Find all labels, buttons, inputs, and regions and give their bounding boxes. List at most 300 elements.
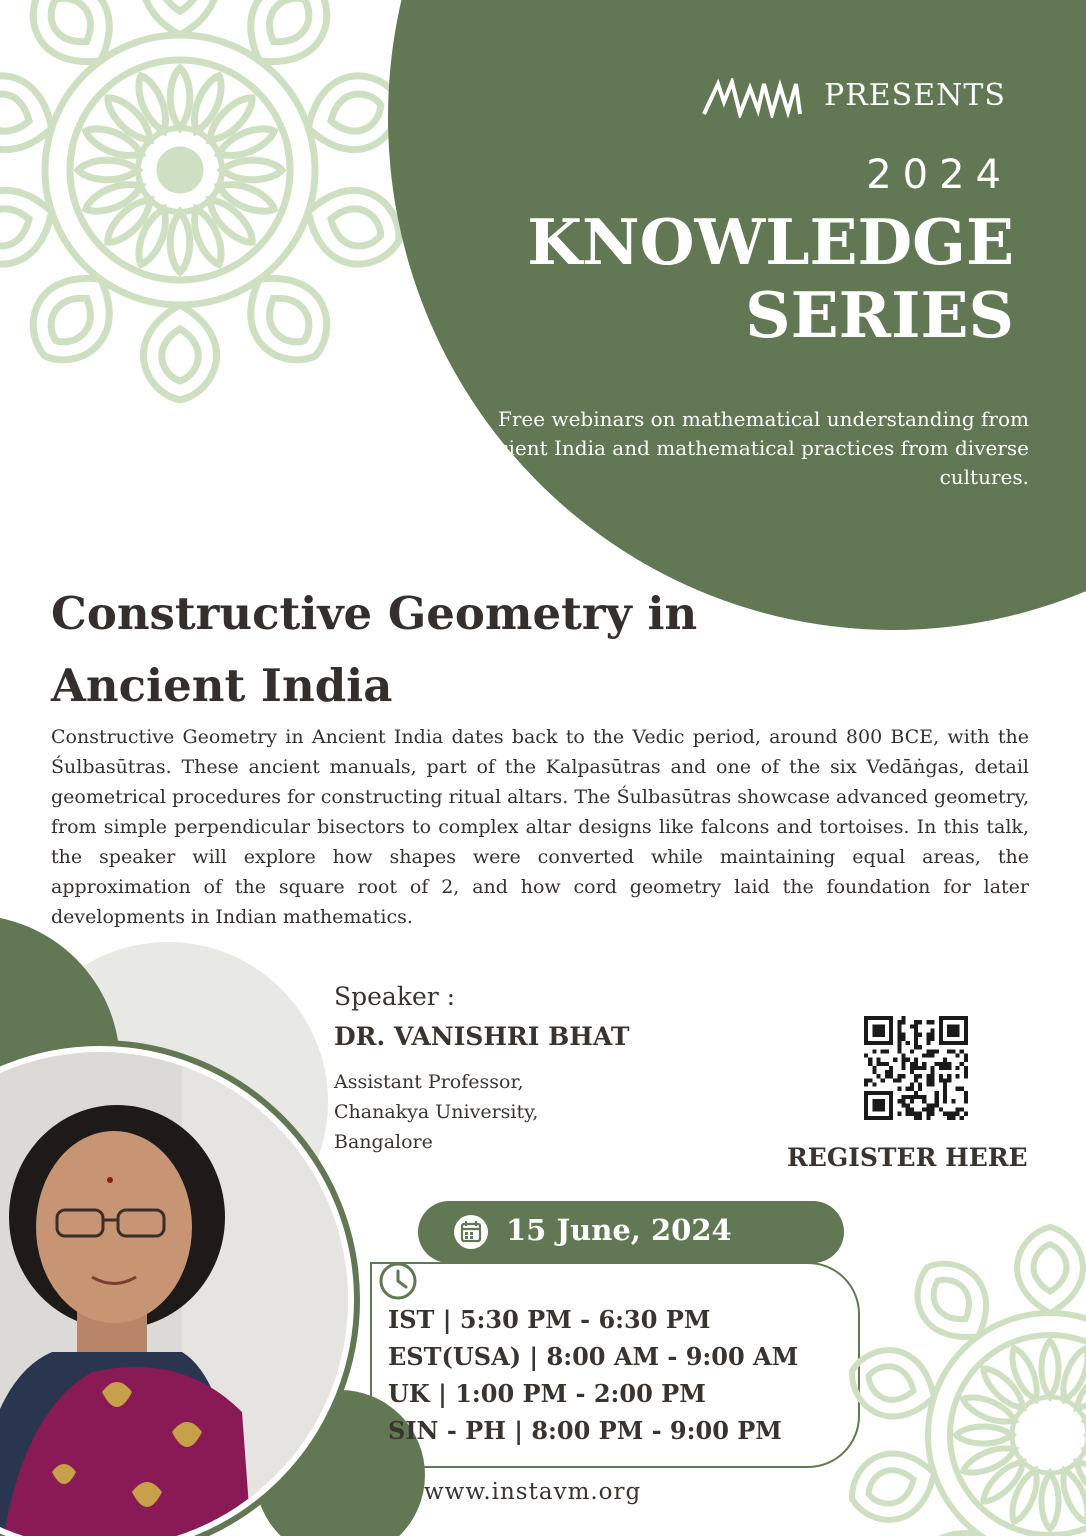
event-date: 15 June, 2024	[506, 1213, 732, 1247]
qr-module	[926, 1108, 930, 1112]
qr-module	[943, 1112, 947, 1116]
qr-module	[901, 1062, 905, 1066]
mandala-petal	[170, 68, 189, 128]
time-slot-ist: IST | 5:30 PM - 6:30 PM	[388, 1305, 711, 1334]
qr-module	[910, 1070, 914, 1074]
qr-module	[864, 1016, 868, 1020]
qr-module	[931, 1037, 935, 1041]
mandala-petal	[901, 1247, 1005, 1355]
qr-module	[868, 1062, 872, 1066]
qr-module	[956, 1024, 960, 1028]
mandala-petal	[0, 177, 63, 276]
mandala-petal	[187, 205, 228, 268]
qr-module	[914, 1041, 918, 1045]
qr-module	[947, 1033, 951, 1037]
qr-module	[935, 1091, 939, 1095]
qr-module	[864, 1116, 868, 1120]
qr-module	[864, 1099, 868, 1103]
qr-module	[935, 1049, 939, 1053]
qr-module	[918, 1074, 922, 1078]
mandala-petal	[222, 160, 282, 179]
qr-module	[914, 1112, 918, 1116]
qr-module	[876, 1116, 880, 1120]
qr-module	[943, 1099, 947, 1103]
qr-module	[910, 1087, 914, 1091]
qr-module	[926, 1078, 930, 1082]
qr-module	[951, 1016, 955, 1020]
qr-module	[864, 1053, 868, 1057]
qr-module	[910, 1083, 914, 1087]
qr-module	[964, 1099, 968, 1103]
mandala-petal	[143, 305, 216, 400]
qr-module	[947, 1062, 951, 1066]
qr-module	[943, 1058, 947, 1062]
qr-module	[956, 1053, 960, 1057]
qr-module	[914, 1024, 918, 1028]
qr-module	[889, 1041, 893, 1045]
qr-module	[897, 1033, 901, 1037]
qr-module	[885, 1016, 889, 1020]
qr-module	[876, 1033, 880, 1037]
qr-module	[914, 1045, 918, 1049]
qr-module	[876, 1099, 880, 1103]
qr-module	[889, 1091, 893, 1095]
qr-module	[893, 1078, 897, 1082]
qr-module	[947, 1016, 951, 1020]
brand-row	[700, 76, 1020, 120]
qr-module	[872, 1028, 876, 1032]
qr-module	[918, 1083, 922, 1087]
qr-module	[939, 1041, 943, 1045]
qr-module	[939, 1078, 943, 1082]
qr-module	[951, 1028, 955, 1032]
qr-module	[964, 1095, 968, 1099]
qr-module	[897, 1024, 901, 1028]
mandala-petal	[1041, 1341, 1058, 1397]
qr-module	[931, 1053, 935, 1057]
qr-module	[939, 1033, 943, 1037]
mandala-petal-inner	[259, 0, 319, 52]
time-slot-uk: UK | 1:00 PM - 2:00 PM	[388, 1379, 706, 1408]
qr-module	[906, 1041, 910, 1045]
qr-module	[935, 1099, 939, 1103]
qr-module	[939, 1074, 943, 1078]
time-slot-est: EST(USA) | 8:00 AM - 9:00 AM	[388, 1342, 799, 1371]
qr-module	[897, 1087, 901, 1091]
qr-module	[951, 1099, 955, 1103]
qr-module	[956, 1041, 960, 1045]
qr-module	[864, 1078, 868, 1082]
qr-module	[872, 1099, 876, 1103]
qr-module	[885, 1070, 889, 1074]
qr-module	[881, 1091, 885, 1095]
qr-module	[951, 1033, 955, 1037]
qr-module	[864, 1103, 868, 1107]
qr-module	[881, 1108, 885, 1112]
qr-module	[926, 1116, 930, 1120]
qr-module	[931, 1103, 935, 1107]
mandala-petal-inner	[162, 0, 199, 11]
qr-module	[901, 1020, 905, 1024]
qr-module	[889, 1108, 893, 1112]
qr-module	[897, 1112, 901, 1116]
qr-module	[943, 1062, 947, 1066]
qr-module	[906, 1095, 910, 1099]
qr-module	[872, 1108, 876, 1112]
qr-module	[943, 1091, 947, 1095]
qr-module	[947, 1024, 951, 1028]
date-badge	[418, 1201, 844, 1263]
qr-module	[964, 1058, 968, 1062]
qr-module	[897, 1037, 901, 1041]
qr-module	[926, 1053, 930, 1057]
qr-module	[914, 1091, 918, 1095]
qr-module	[922, 1095, 926, 1099]
qr-module	[910, 1095, 914, 1099]
qr-module	[868, 1091, 872, 1095]
qr-module	[918, 1045, 922, 1049]
qr-module	[901, 1053, 905, 1057]
qr-module	[956, 1112, 960, 1116]
qr-module	[939, 1066, 943, 1070]
mandala-petal	[0, 64, 63, 163]
qr-module	[864, 1028, 868, 1032]
qr-module	[947, 1066, 951, 1070]
qr-module	[914, 1062, 918, 1066]
mandala-petal	[82, 177, 145, 218]
qr-module	[956, 1074, 960, 1078]
mandala-petal-inner	[325, 87, 386, 138]
qr-module	[872, 1016, 876, 1020]
mandala-decoration-top	[0, 0, 420, 410]
qr-module	[868, 1078, 872, 1082]
register-link[interactable]: REGISTER HERE	[787, 1143, 1028, 1172]
qr-module	[960, 1016, 964, 1020]
qr-module	[960, 1062, 964, 1066]
qr-module	[931, 1033, 935, 1037]
qr-module	[943, 1095, 947, 1099]
qr-module	[918, 1066, 922, 1070]
qr-module	[914, 1033, 918, 1037]
affiliation-line: Chanakya University,	[334, 1101, 539, 1123]
qr-module	[872, 1103, 876, 1107]
qr-module	[906, 1112, 910, 1116]
qr-module	[931, 1074, 935, 1078]
qr-module	[889, 1020, 893, 1024]
mandala-petal	[187, 72, 228, 135]
qr-module	[931, 1020, 935, 1024]
qr-module	[926, 1041, 930, 1045]
mandala-petal	[215, 177, 278, 218]
qr-module	[951, 1049, 955, 1053]
qr-module	[931, 1078, 935, 1082]
qr-module	[956, 1087, 960, 1091]
qr-module	[947, 1116, 951, 1120]
mandala-petal-inner	[0, 87, 35, 138]
qr-module	[901, 1058, 905, 1062]
qr-module	[922, 1066, 926, 1070]
qr-module	[914, 1020, 918, 1024]
qr-module	[868, 1016, 872, 1020]
qr-module	[947, 1074, 951, 1078]
qr-module	[889, 1016, 893, 1020]
qr-module	[935, 1095, 939, 1099]
clock-icon	[378, 1261, 418, 1301]
qr-module	[864, 1020, 868, 1024]
qr-module	[935, 1103, 939, 1107]
qr-module	[918, 1116, 922, 1120]
qr-module	[897, 1041, 901, 1045]
qr-module	[947, 1078, 951, 1082]
qr-module	[876, 1058, 880, 1062]
qr-module	[918, 1095, 922, 1099]
qr-module	[910, 1066, 914, 1070]
mandala-petal-inner	[325, 202, 386, 253]
qr-module	[943, 1087, 947, 1091]
qr-module	[864, 1108, 868, 1112]
series-title: KNOWLEDGE SERIES	[527, 205, 1014, 352]
qr-module	[889, 1024, 893, 1028]
mandala-petal	[143, 0, 216, 35]
qr-module	[889, 1103, 893, 1107]
qr-module	[868, 1058, 872, 1062]
qr-module	[881, 1016, 885, 1020]
qr-module	[864, 1091, 868, 1095]
qr-module	[931, 1108, 935, 1112]
qr-module	[885, 1041, 889, 1045]
qr-module	[872, 1041, 876, 1045]
qr-module	[943, 1066, 947, 1070]
qr-module	[914, 1037, 918, 1041]
qr-module	[960, 1116, 964, 1120]
qr-module	[872, 1070, 876, 1074]
qr-module	[939, 1020, 943, 1024]
qr-module	[881, 1078, 885, 1082]
qr-module	[931, 1112, 935, 1116]
qr-module	[960, 1049, 964, 1053]
mandala-petal	[78, 160, 138, 179]
qr-module	[926, 1074, 930, 1078]
qr-module	[931, 1066, 935, 1070]
mandala-petal	[132, 72, 173, 135]
qr-module	[943, 1041, 947, 1045]
qr-module	[951, 1024, 955, 1028]
qr-module	[872, 1049, 876, 1053]
qr-module	[931, 1083, 935, 1087]
qr-module	[889, 1033, 893, 1037]
qr-module	[947, 1041, 951, 1045]
qr-module	[864, 1041, 868, 1045]
qr-module	[872, 1066, 876, 1070]
qr-module	[864, 1095, 868, 1099]
qr-code-icon[interactable]	[864, 1016, 968, 1120]
qr-module	[864, 1024, 868, 1028]
presents-label: PRESENTS	[824, 78, 1006, 113]
qr-module	[876, 1016, 880, 1020]
qr-module	[881, 1116, 885, 1120]
qr-module	[964, 1053, 968, 1057]
qr-module	[910, 1112, 914, 1116]
mandala-petal	[1006, 1467, 1043, 1525]
qr-module	[964, 1024, 968, 1028]
qr-module	[964, 1091, 968, 1095]
affiliation-line: Bangalore	[334, 1131, 433, 1153]
qr-module	[897, 1074, 901, 1078]
qr-module	[872, 1033, 876, 1037]
qr-module	[872, 1091, 876, 1095]
qr-module	[914, 1058, 918, 1062]
qr-module	[926, 1020, 930, 1024]
qr-module	[939, 1037, 943, 1041]
qr-module	[897, 1020, 901, 1024]
qr-module	[889, 1028, 893, 1032]
qr-module	[926, 1083, 930, 1087]
qr-module	[897, 1045, 901, 1049]
qr-module	[939, 1016, 943, 1020]
qr-module	[881, 1028, 885, 1032]
mandala-petal	[956, 1426, 1012, 1443]
qr-module	[910, 1062, 914, 1066]
qr-module	[914, 1095, 918, 1099]
qr-module	[885, 1049, 889, 1053]
qr-module	[939, 1028, 943, 1032]
qr-module	[910, 1108, 914, 1112]
mandala-petal-inner	[41, 0, 101, 52]
qr-module	[864, 1037, 868, 1041]
qr-module	[881, 1103, 885, 1107]
qr-module	[901, 1037, 905, 1041]
qr-module	[951, 1116, 955, 1120]
qr-module	[901, 1074, 905, 1078]
qr-module	[922, 1062, 926, 1066]
qr-module	[943, 1078, 947, 1082]
qr-module	[876, 1028, 880, 1032]
qr-module	[893, 1058, 897, 1062]
avm-logo	[700, 78, 804, 118]
qr-module	[956, 1028, 960, 1032]
qr-module	[939, 1062, 943, 1066]
qr-module	[889, 1095, 893, 1099]
qr-module	[922, 1108, 926, 1112]
speaker-label: Speaker :	[334, 982, 456, 1011]
qr-module	[897, 1078, 901, 1082]
qr-module	[956, 1016, 960, 1020]
qr-module	[901, 1103, 905, 1107]
mandala-petal	[132, 205, 173, 268]
qr-module	[951, 1041, 955, 1045]
qr-module	[914, 1078, 918, 1082]
qr-module	[964, 1016, 968, 1020]
mandala-petal	[960, 1442, 1018, 1479]
series-description: Free webinars on mathematical understanding from ancient India and mathematical practices from diverse cultures.	[472, 407, 1029, 489]
speaker-affiliation	[334, 1067, 654, 1157]
time-slot-sin-ph: SIN - PH | 8:00 PM - 9:00 PM	[388, 1416, 782, 1445]
qr-module	[885, 1116, 889, 1120]
qr-module	[947, 1112, 951, 1116]
qr-module	[918, 1112, 922, 1116]
qr-module	[964, 1020, 968, 1024]
qr-module	[881, 1024, 885, 1028]
mandala-petal-inner	[162, 329, 199, 381]
qr-module	[931, 1049, 935, 1053]
qr-module	[910, 1099, 914, 1103]
mandala-petal	[215, 122, 278, 163]
qr-module	[876, 1091, 880, 1095]
qr-module	[947, 1049, 951, 1053]
calendar-icon	[453, 1214, 489, 1250]
website-link[interactable]: www.instavm.org	[424, 1479, 642, 1505]
qr-module	[872, 1024, 876, 1028]
qr-module	[922, 1099, 926, 1103]
qr-module	[939, 1108, 943, 1112]
qr-module	[901, 1099, 905, 1103]
qr-module	[876, 1041, 880, 1045]
qr-module	[868, 1116, 872, 1120]
qr-module	[889, 1074, 893, 1078]
qr-module	[939, 1024, 943, 1028]
qr-module	[926, 1033, 930, 1037]
qr-module	[943, 1083, 947, 1087]
qr-module	[964, 1028, 968, 1032]
mandala-petal	[1006, 1345, 1043, 1403]
qr-module	[885, 1091, 889, 1095]
mandala-petal	[15, 258, 130, 378]
qr-module	[964, 1041, 968, 1045]
mandala-petal-inner	[863, 1464, 918, 1510]
qr-module	[872, 1116, 876, 1120]
mandala-petal-inner	[1034, 1244, 1067, 1291]
qr-module	[864, 1033, 868, 1037]
qr-module	[881, 1033, 885, 1037]
qr-module	[964, 1066, 968, 1070]
qr-module	[964, 1033, 968, 1037]
qr-module	[881, 1099, 885, 1103]
qr-module	[926, 1049, 930, 1053]
qr-module	[914, 1028, 918, 1032]
mandala-petal-inner	[925, 1271, 979, 1329]
qr-module	[922, 1053, 926, 1057]
mandala-petal	[1041, 1473, 1058, 1529]
qr-module	[872, 1083, 876, 1087]
qr-module	[885, 1062, 889, 1066]
qr-module	[864, 1112, 868, 1116]
qr-module	[964, 1074, 968, 1078]
qr-module	[914, 1066, 918, 1070]
qr-module	[926, 1103, 930, 1107]
qr-module	[914, 1074, 918, 1078]
qr-module	[956, 1066, 960, 1070]
mandala-petal-inner	[863, 1360, 918, 1406]
qr-module	[889, 1112, 893, 1116]
qr-module	[918, 1033, 922, 1037]
qr-module	[931, 1028, 935, 1032]
qr-module	[964, 1037, 968, 1041]
qr-module	[951, 1112, 955, 1116]
qr-module	[881, 1062, 885, 1066]
qr-module	[906, 1103, 910, 1107]
talk-title: Constructive Geometry in Ancient India	[51, 587, 698, 712]
mandala-petal-inner	[41, 288, 101, 352]
mandala-petal-inner	[0, 202, 35, 253]
time-list	[388, 1301, 798, 1449]
qr-module	[960, 1041, 964, 1045]
qr-module	[918, 1020, 922, 1024]
speaker-name: DR. VANISHRI BHAT	[334, 1022, 630, 1051]
qr-module	[864, 1083, 868, 1087]
qr-module	[931, 1070, 935, 1074]
qr-module	[876, 1103, 880, 1107]
mandala-petal-inner	[259, 288, 319, 352]
